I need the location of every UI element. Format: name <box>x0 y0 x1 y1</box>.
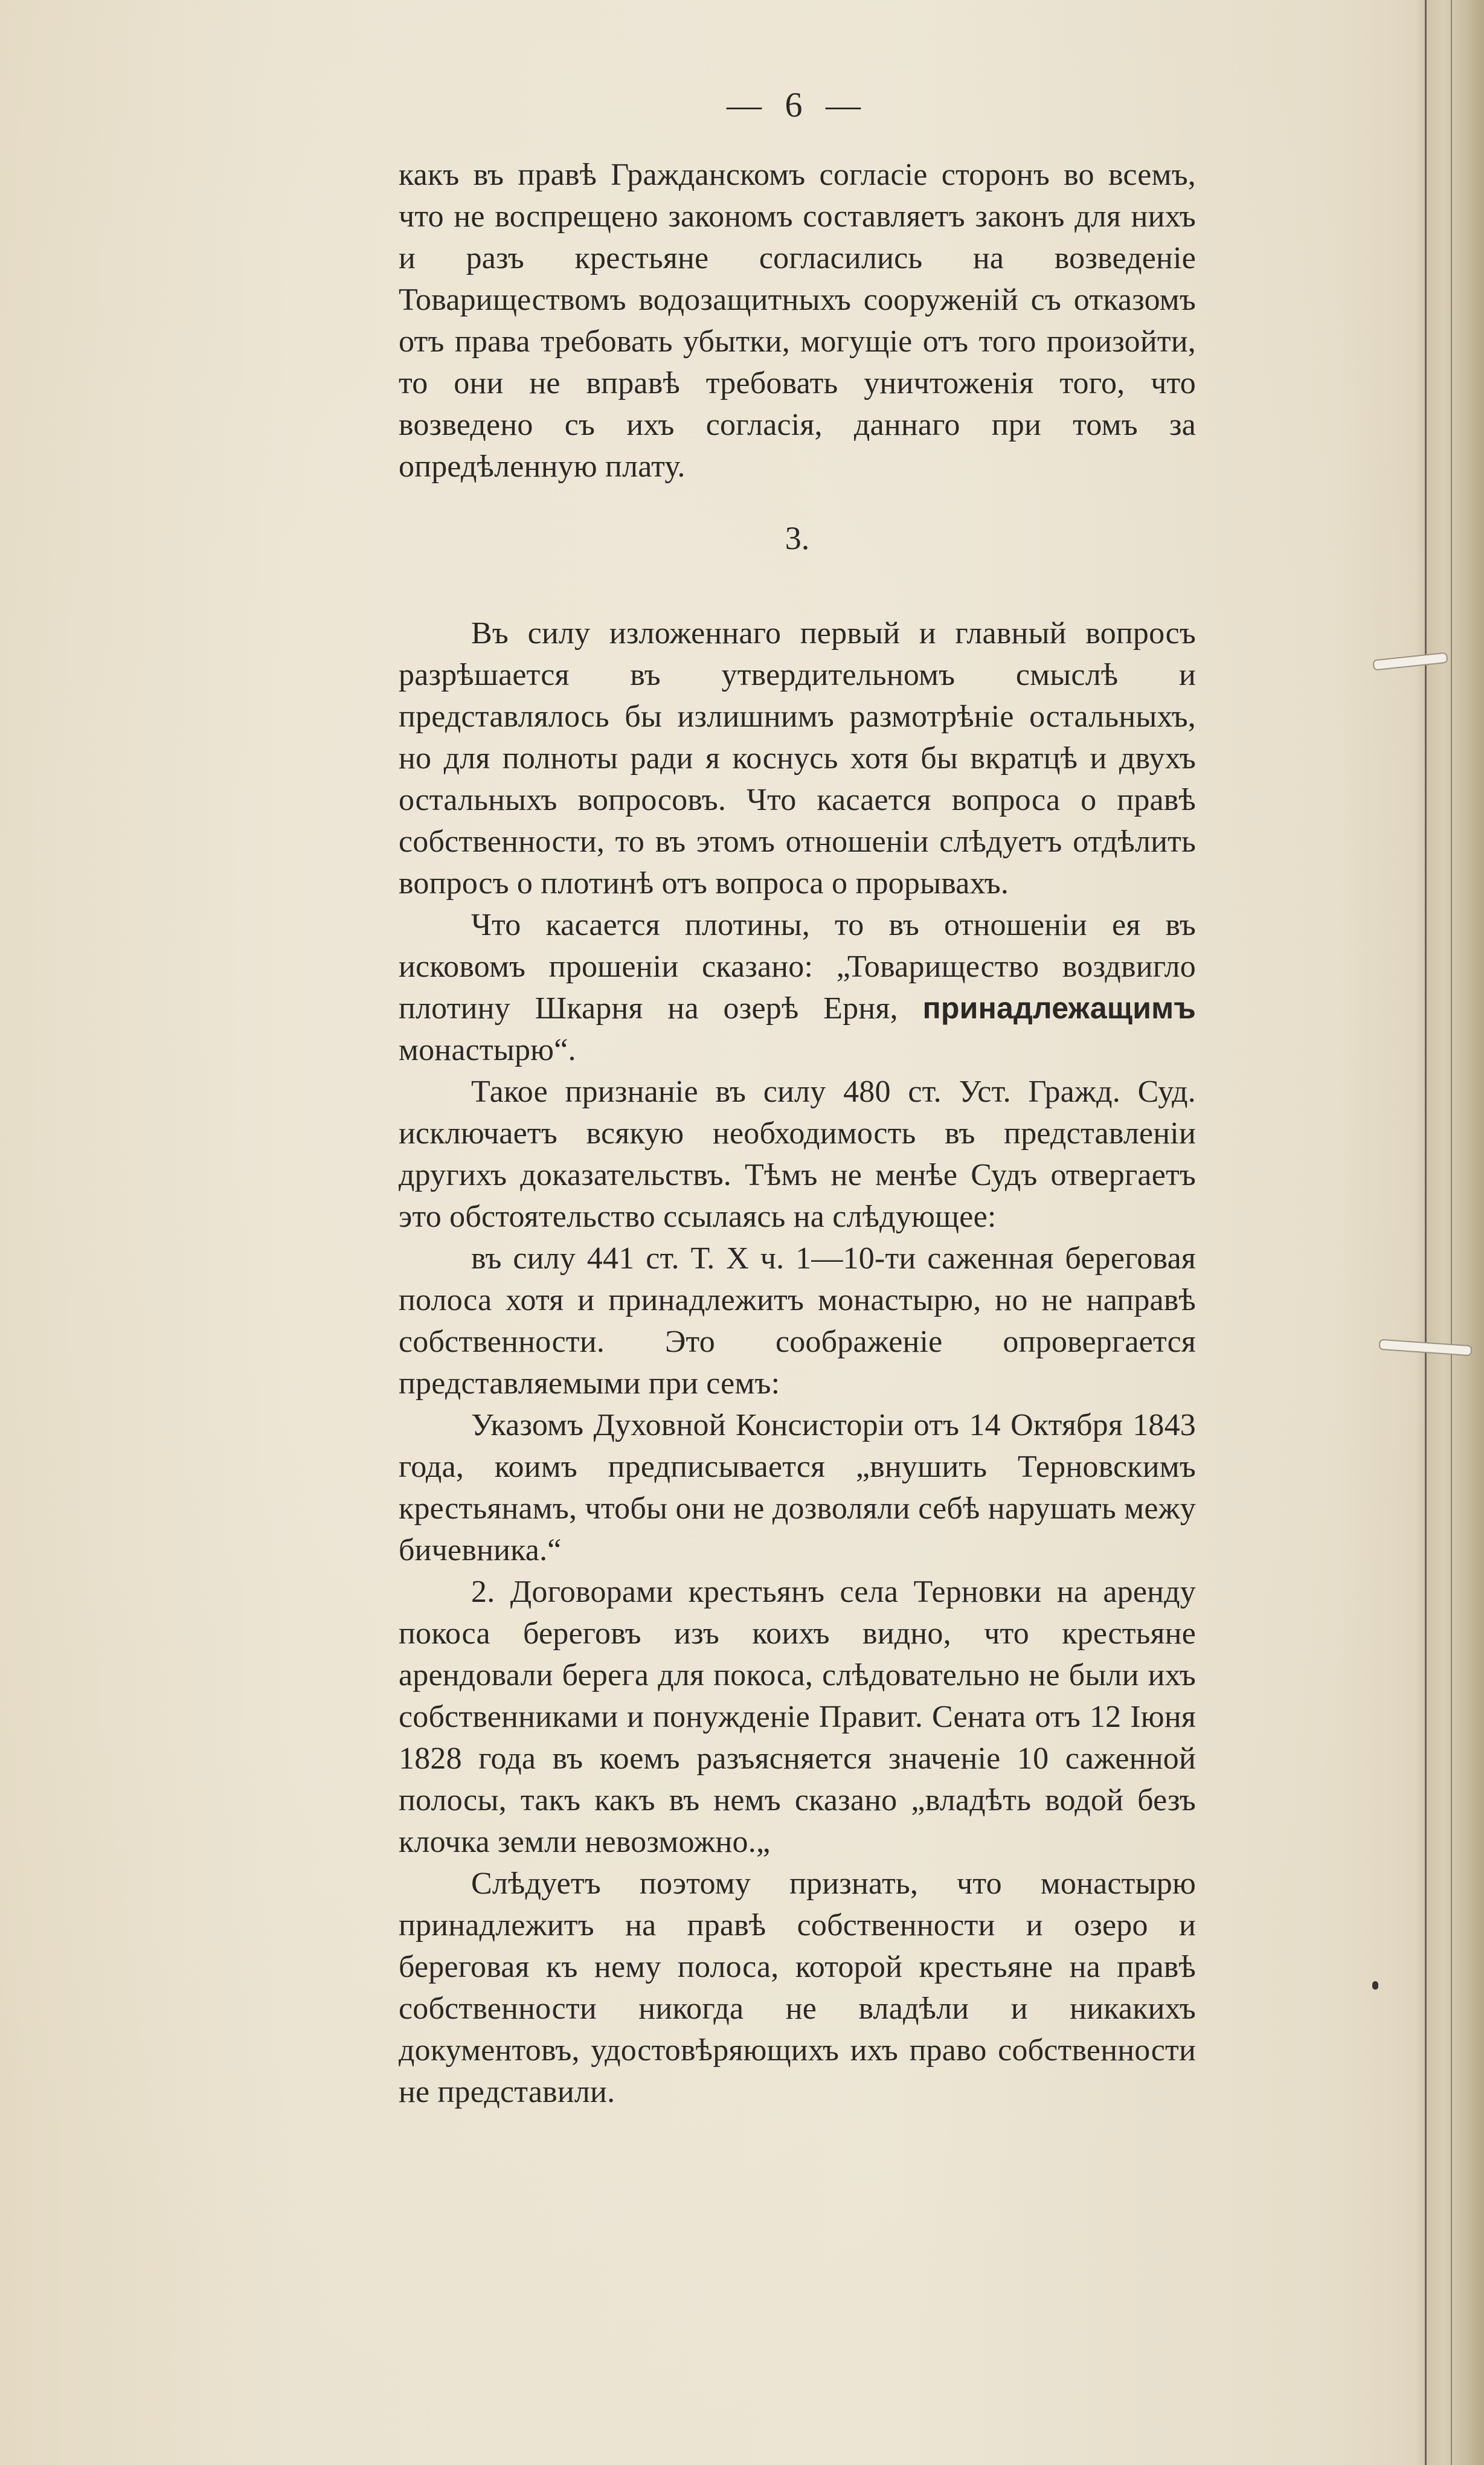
emphasized-word: принадлежащимъ <box>922 991 1196 1025</box>
paragraph: Въ силу изложеннаго первый и главный вопросъ разрѣшается въ утвердительномъ смыслѣ и представлялось бы излишнимъ размотрѣніе остальныхъ, но для полноты ради я коснусь хотя бы вкратцѣ и двухъ остальныхъ вопросовъ. Что касается вопроса о правѣ собственности, то въ этомъ отношеніи слѣдуетъ отдѣлить вопросъ о плотинѣ отъ вопроса о прорывахъ. <box>399 616 1196 901</box>
paragraph: Слѣдуетъ поэтому признать, что монастырю принадлежитъ на правѣ собственности и озеро и береговая къ нему полоса, которой крестьяне на правѣ собственности никогда не владѣли и никакихъ документовъ, удостовѣряющихъ ихъ право собственности не представили. <box>399 1866 1196 2109</box>
paragraph-text: монастырю“. <box>399 1033 576 1067</box>
paragraph-text: Что касается плотины, то въ отношеніи ея въ исковомъ прошеніи сказано: „Товарищество воздвигло плотину Шкарня на озерѣ Ерня, <box>399 908 1196 1026</box>
text-block-main <box>399 612 1196 2113</box>
binding-edge <box>1425 0 1484 2465</box>
paragraph: въ силу 441 ст. Т. X ч. 1—10-ти саженная береговая полоса хотя и принадлежитъ монастырю, но не направѣ собственности. Это соображеніе опровергается представляемыми при семъ: <box>399 1241 1196 1401</box>
paragraph: Указомъ Духовной Консисторіи отъ 14 Октября 1843 года, коимъ предписывается „внушить Терновскимъ крестьянамъ, чтобы они не дозволяли себѣ нарушать межу бичевника.“ <box>399 1408 1196 1567</box>
page-number: — 6 — <box>727 85 868 124</box>
paragraph <box>399 904 1196 1071</box>
section-number: 3. <box>785 520 810 556</box>
text-block-top <box>399 154 1196 487</box>
paragraph: Такое признаніе въ силу 480 ст. Уст. Гражд. Суд. исключаетъ всякую необходимость въ представленіи другихъ доказательствъ. Тѣмъ не менѣе Судъ отвергаетъ это обстоятельство ссылаясь на слѣдующее: <box>399 1075 1196 1234</box>
paragraph-continued: какъ въ правѣ Гражданскомъ согласіе сторонъ во всемъ, что не воспрещено закономъ составляетъ законъ для нихъ и разъ крестьяне согласились на возведеніе Товариществомъ водозащитныхъ сооруженій съ отказомъ отъ права требовать убытки, могущіе отъ того произойти, то они не вправѣ требовать уничтоженія того, что возведено съ ихъ согласія, даннаго при томъ за опредѣленную плату. <box>399 158 1196 484</box>
ink-spot <box>1372 1981 1378 1990</box>
paragraph: 2. Договорами крестьянъ села Терновки на аренду покоса береговъ изъ коихъ видно, что крестьяне арендовали берега для покоса, слѣдовательно не были ихъ собственниками и понужденіе Правит. Сената отъ 12 Іюня 1828 года въ коемъ разъясняется значеніе 10 саженной полосы, такъ какъ въ немъ сказано „владѣть водой безъ клочка земли невозможно.„ <box>399 1575 1196 1859</box>
